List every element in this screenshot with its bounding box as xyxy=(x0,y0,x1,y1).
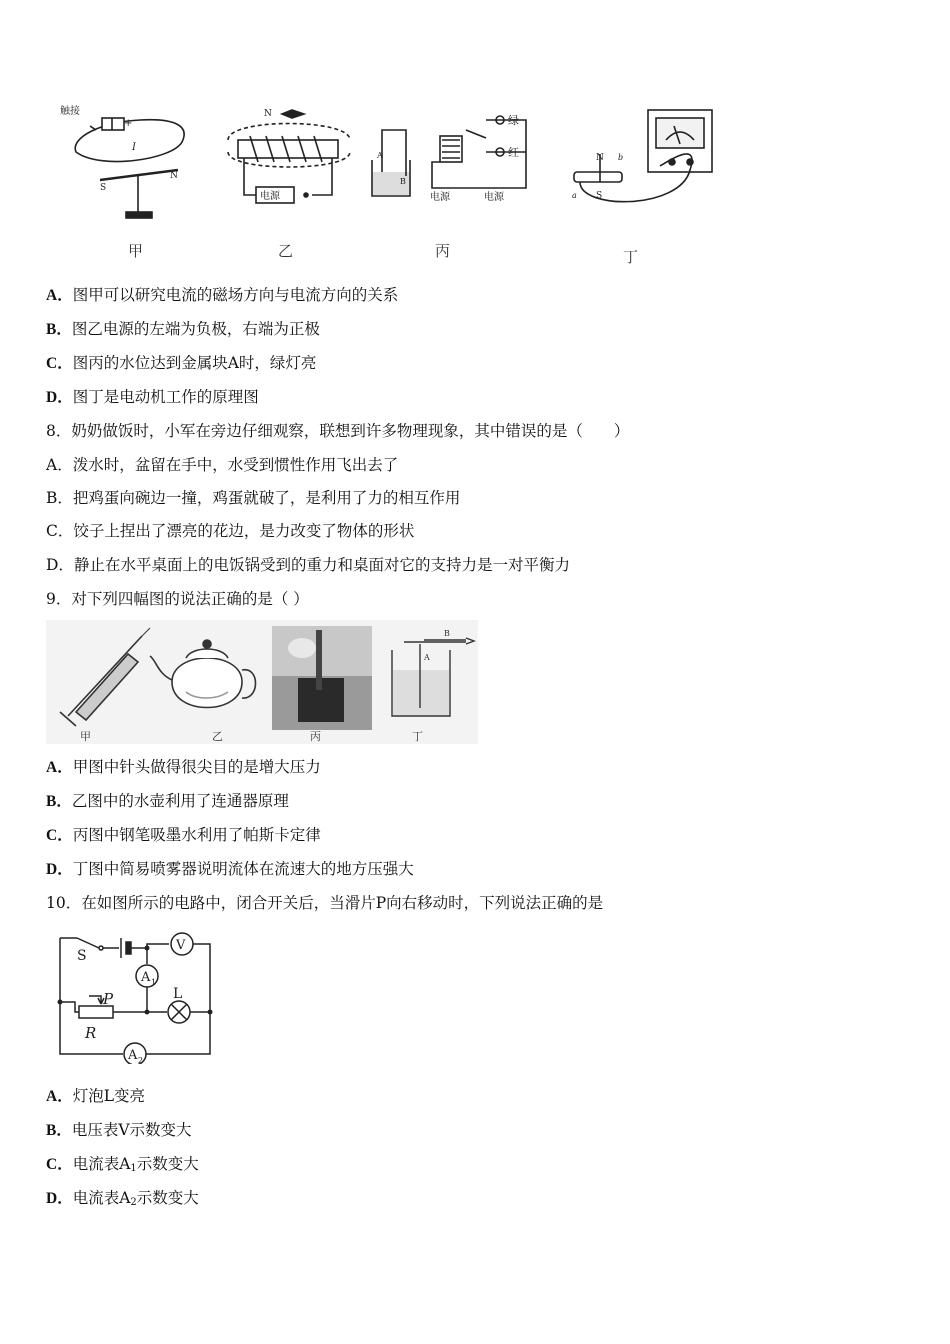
q9-option-c xyxy=(46,825,321,846)
option-letter: A． xyxy=(46,759,73,776)
option-text: 灯泡L变亮 xyxy=(72,1087,145,1105)
q7-option-c xyxy=(46,353,316,374)
q10-option-b xyxy=(46,1120,192,1141)
q9-stem: 9．对下列四幅图的说法正确的是（ ） xyxy=(46,590,309,608)
label-s-ding: S xyxy=(596,191,603,201)
option-text: 图丙的水位达到金属块A时，绿灯亮 xyxy=(72,354,317,372)
q9-caption-jia: 甲 xyxy=(80,730,91,743)
label-b-ding: b xyxy=(618,153,624,162)
label-ammeter-a1: A xyxy=(141,970,151,985)
label-plus: + xyxy=(124,118,133,129)
option-text-tail: 示数变大 xyxy=(136,1155,199,1173)
option-text: 电流表A xyxy=(72,1189,131,1207)
q7-option-d xyxy=(46,387,259,408)
option-letter: C． xyxy=(46,522,74,540)
q7-fig-ding xyxy=(574,110,712,202)
label-ammeter-a1-sub: 1 xyxy=(151,978,157,987)
label-ammeter-a2: A xyxy=(128,1048,138,1063)
option-letter: B． xyxy=(46,793,72,810)
q8-stem: 8．奶奶做饭时，小军在旁边仔细观察，联想到许多物理现象，其中错误的是（ ） xyxy=(46,422,630,440)
option-letter: C． xyxy=(46,827,73,844)
q7-fig-jia xyxy=(75,118,184,218)
q8-option-a xyxy=(46,455,398,475)
q9-caption-bing: 丙 xyxy=(310,730,321,743)
option-text: 饺子上捏出了漂亮的花边，是力改变了物体的形状 xyxy=(73,522,415,540)
option-letter: C． xyxy=(46,1156,73,1173)
label-power-bing-1: 电源 xyxy=(430,192,450,203)
label-s-jia: S xyxy=(100,183,107,193)
label-voltmeter-v: V xyxy=(176,938,186,953)
label-n-yi: N xyxy=(264,109,272,119)
q7-fig-bing xyxy=(372,116,526,196)
switch-s xyxy=(77,938,99,948)
option-letter: A． xyxy=(46,456,73,474)
q10-option-c xyxy=(46,1154,199,1179)
option-text: 图丁是电动机工作的原理图 xyxy=(72,388,259,406)
option-text: 电压表V示数变大 xyxy=(71,1121,192,1139)
option-text: 电流表A xyxy=(72,1155,131,1173)
option-letter: B． xyxy=(46,1122,72,1139)
q10-circuit-figure xyxy=(55,924,220,1064)
option-text: 静止在水平桌面上的电饭锅受到的重力和桌面对它的支持力是一对平衡力 xyxy=(73,556,570,574)
q10-stem: 10．在如图所示的电路中，闭合开关后，当滑片P向右移动时，下列说法正确的是 xyxy=(46,894,604,912)
q7-caption-ding: 丁 xyxy=(623,248,639,266)
q7-caption-jia: 甲 xyxy=(128,242,144,260)
option-text: 丙图中钢笔吸墨水利用了帕斯卡定律 xyxy=(72,826,321,844)
option-text: 泼水时，盆留在手中，水受到惯性作用飞出去了 xyxy=(72,456,399,474)
label-green: 绿 xyxy=(508,114,519,127)
label-slider-p: P xyxy=(103,990,114,1008)
q9-option-a xyxy=(46,757,321,778)
label-touch: 触接 xyxy=(60,106,80,117)
option-text: 丁图中简易喷雾器说明流体在流速大的地方压强大 xyxy=(72,860,414,878)
label-red: 红 xyxy=(508,146,519,159)
label-lamp-l: L xyxy=(173,986,183,1002)
q7-caption-yi: 乙 xyxy=(278,242,294,260)
label-b-ding: B xyxy=(444,629,450,638)
option-letter: D． xyxy=(46,1190,73,1207)
label-power-yi: 电源 xyxy=(260,191,280,202)
q7-caption-bing: 丙 xyxy=(435,242,451,260)
option-letter: D． xyxy=(46,861,73,878)
label-a-bing: A xyxy=(377,151,383,160)
label-a-ding: a xyxy=(572,191,577,200)
label-n-jia: N xyxy=(170,171,178,181)
q8-option-b xyxy=(46,488,460,508)
q8-option-d xyxy=(46,555,570,575)
q10-option-d xyxy=(46,1188,199,1213)
option-letter: A． xyxy=(46,287,73,304)
option-letter: D． xyxy=(46,556,74,574)
label-n-ding: N xyxy=(596,153,604,163)
q7-option-b xyxy=(46,319,320,340)
label-power-bing-2: 电源 xyxy=(484,192,504,203)
q8-option-c xyxy=(46,521,414,541)
label-current: I xyxy=(132,142,136,153)
option-letter: A． xyxy=(46,1088,73,1105)
q9-option-d xyxy=(46,859,414,880)
option-text: 把鸡蛋向碗边一撞，鸡蛋就破了，是利用了力的相互作用 xyxy=(72,489,461,507)
label-switch-s: S xyxy=(77,948,87,964)
label-ammeter-a2-sub: 2 xyxy=(138,1056,144,1064)
q9-option-b xyxy=(46,791,289,812)
q7-option-a xyxy=(46,285,398,306)
q9-caption-yi: 乙 xyxy=(212,730,223,743)
option-subscript: 2 xyxy=(130,1197,137,1208)
option-letter: B． xyxy=(46,489,73,507)
option-text: 图甲可以研究电流的磁场方向与电流方向的关系 xyxy=(72,286,399,304)
q7-fig-yi xyxy=(228,110,350,203)
option-subscript: 1 xyxy=(130,1163,137,1174)
option-text: 乙图中的水壶利用了连通器原理 xyxy=(71,792,289,810)
q9-fig-bing xyxy=(272,626,372,730)
q9-figure xyxy=(46,620,478,744)
label-a-ding: A xyxy=(424,653,430,662)
option-text: 甲图中针头做得很尖目的是增大压力 xyxy=(72,758,321,776)
option-text: 图乙电源的左端为负极，右端为正极 xyxy=(71,320,320,338)
option-text-tail: 示数变大 xyxy=(136,1189,199,1207)
q10-option-a xyxy=(46,1086,145,1107)
option-letter: B． xyxy=(46,321,72,338)
label-b-bing: B xyxy=(400,177,406,186)
q9-caption-ding: 丁 xyxy=(412,730,423,743)
option-letter: D． xyxy=(46,389,73,406)
option-letter: C． xyxy=(46,355,73,372)
label-rheostat-r: R xyxy=(85,1024,97,1042)
